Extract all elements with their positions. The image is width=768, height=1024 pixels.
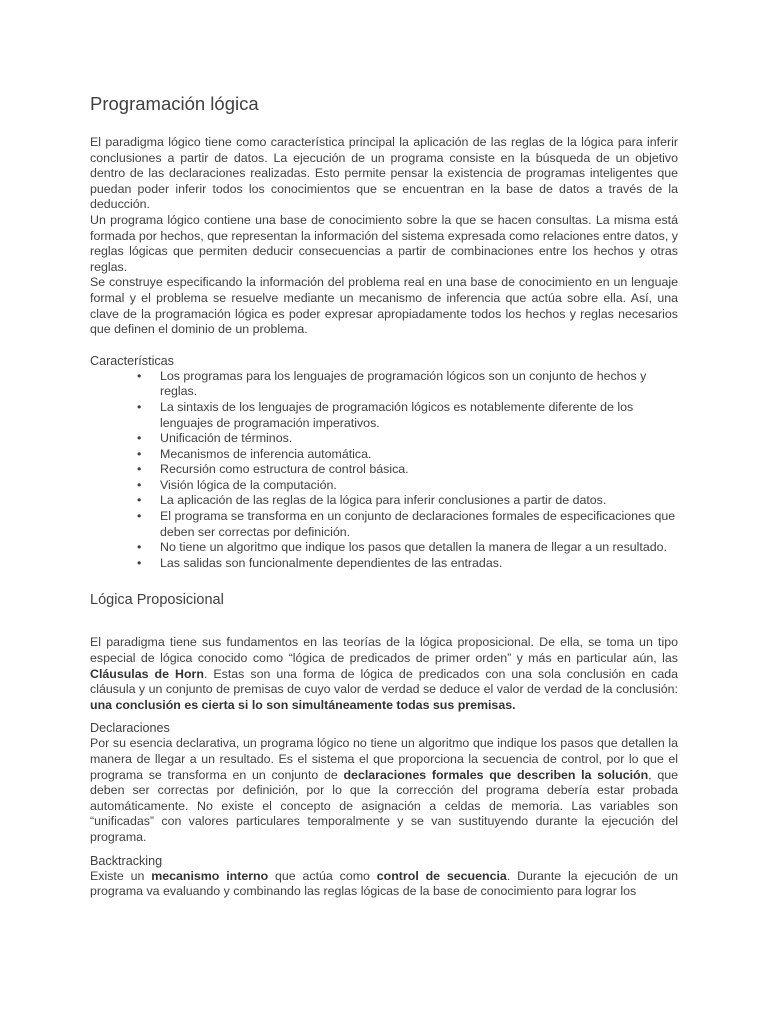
declaraciones-heading: Declaraciones — [90, 721, 170, 736]
list-item: • La aplicación de las reglas de la lógica para inferir conclusiones a partir de datos. — [160, 493, 678, 509]
list-item: • No tiene un algoritmo que indique los pasos que detallen la manera de llegar a un resultado. — [160, 540, 678, 556]
intro-paragraph-3: Se construye especificando la información del problema real en una base de conocimiento en un lenguaje formal y el problema se resuelve mediante un mecanismo de inferencia que actúa sobre ella. Así, una clave de la programación lógica es poder expresar apropiadamente todos los hechos y reglas necesarios que definen el dominio de un problema. — [90, 275, 678, 337]
list-item: • Visión lógica de la computación. — [160, 478, 678, 494]
list-item: • Mecanismos de inferencia automática. — [160, 447, 678, 463]
section-heading-logica-proposicional: Lógica Proposicional — [90, 592, 224, 609]
characteristics-heading: Características — [90, 353, 174, 368]
list-item: • Los programas para los lenguajes de programación lógicos son un conjunto de hechos y reglas. — [160, 369, 678, 400]
document-page — [90, 92, 678, 900]
list-item: • Las salidas son funcionalmente dependientes de las entradas. — [160, 556, 678, 572]
intro-paragraph-1: El paradigma lógico tiene como característica principal la aplicación de las reglas de la lógica para inferir conclusiones a partir de datos. La ejecución de un programa consiste en la búsqueda de un objetivo dentro de las declaraciones realizadas. Esto permite pensar la existencia de programas inteligentes que puedan poder inferir todos los conocimientos que se encuentran en la base de datos a través de la deducción. — [90, 135, 678, 212]
declaraciones-paragraph: Por su esencia declarativa, un programa lógico no tiene un algoritmo que indique los pasos que detallen la manera de llegar a un resultado. Es el sistema el que proporciona la secuencia de control, por lo que el programa se transforma en un conjunto de declaraciones formales que describen la solución, que deben ser correctas por definición, por lo que la corrección del programa debería estar probada automáticamente. No existe el concepto de asignación a celdas de memoria. Las variables son “unificadas” con valores particulares temporalmente y se van sustituyendo durante la ejecución del programa. — [90, 736, 678, 844]
page-title: Programación lógica — [90, 93, 259, 114]
characteristics-list — [90, 369, 678, 572]
backtracking-paragraph: Existe un mecanismo interno que actúa como control de secuencia. Durante la ejecución de un programa va evaluando y combinando las reglas lógicas de la base de conocimiento para lograr los — [90, 868, 679, 899]
list-item: • Recursión como estructura de control básica. — [160, 462, 678, 478]
intro-paragraph-2: Un programa lógico contiene una base de conocimiento sobre la que se hacen consultas. La misma está formada por hechos, que representan la información del sistema expresada como relaciones entre datos, y reglas lógicas que permiten deducir consecuencias a partir de combinaciones entre los hechos y otras reglas. — [90, 212, 678, 274]
list-item: • El programa se transforma en un conjunto de declaraciones formales de especificaciones que deben ser correctas por definición. — [160, 509, 678, 540]
list-item: • Unificación de términos. — [160, 431, 678, 447]
backtracking-heading: Backtracking — [90, 853, 163, 868]
list-item: • La sintaxis de los lenguajes de programación lógicos es notablemente diferente de los lenguajes de programación imperativos. — [160, 400, 678, 431]
logica-proposicional-paragraph: El paradigma tiene sus fundamentos en las teorías de la lógica proposicional. De ella, se toma un tipo especial de lógica conocido como “lógica de predicados de primer orden” y más en particular aún, las Cláusulas de Horn. Estas son una forma de lógica de predicados con una sola conclusión en cada cláusula y un conjunto de premisas de cuyo valor de verdad se deduce el valor de verdad de la conclusión: una conclusión es cierta si lo son simultáneamente todas sus premisas. — [90, 635, 678, 712]
